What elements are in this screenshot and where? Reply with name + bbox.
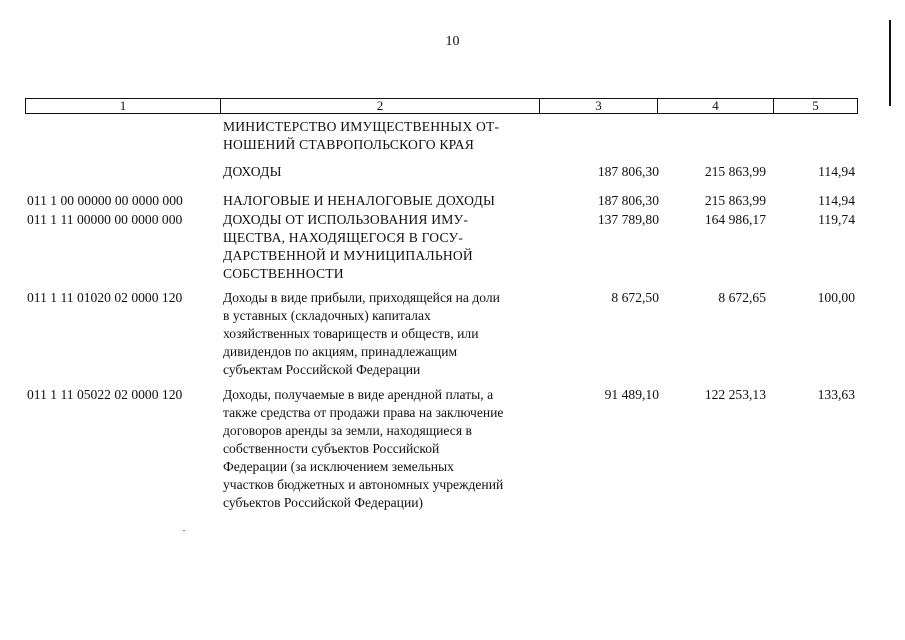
column-header-5: 5 bbox=[773, 99, 857, 113]
column-header-4: 4 bbox=[657, 99, 773, 113]
row-name-line: ДАРСТВЕННОЙ И МУНИЦИПАЛЬНОЙ bbox=[223, 248, 473, 263]
value-col-5: 100,00 bbox=[817, 290, 855, 305]
value-col-4: 164 986,17 bbox=[704, 212, 766, 227]
value-col-4: 122 253,13 bbox=[704, 387, 766, 402]
column-header-1: 1 bbox=[119, 98, 127, 113]
row-name-line: НАЛОГОВЫЕ И НЕНАЛОГОВЫЕ ДОХОДЫ bbox=[223, 193, 496, 208]
value-col-4: 8 672,65 bbox=[718, 290, 766, 305]
budget-code: 011 1 11 05022 02 0000 120 bbox=[27, 387, 183, 402]
value-col-3: 91 489,10 bbox=[604, 387, 659, 402]
value-col-4: 215 863,99 bbox=[704, 193, 766, 208]
value-col-3: 137 789,80 bbox=[597, 212, 659, 227]
value-col-3: 187 806,30 bbox=[597, 193, 659, 208]
margin-line bbox=[889, 20, 891, 106]
row-name-line: хозяйственных товариществ и обществ, или bbox=[223, 326, 479, 341]
value-col-3: 187 806,30 bbox=[597, 164, 659, 179]
value-col-5: 114,94 bbox=[818, 193, 855, 208]
page-number: 10 bbox=[445, 34, 460, 49]
budget-code: 011 1 00 00000 00 0000 000 bbox=[27, 193, 183, 208]
column-header-2: 2 bbox=[220, 99, 539, 113]
row-name-line: субъектов Российской Федерации) bbox=[223, 495, 424, 510]
row-name-line: ДОХОДЫ ОТ ИСПОЛЬЗОВАНИЯ ИМУ- bbox=[223, 212, 469, 227]
row-name-line: договоров аренды за земли, находящиеся в bbox=[223, 423, 472, 438]
value-col-5: 119,74 bbox=[818, 212, 855, 227]
scan-speck bbox=[183, 530, 185, 531]
row-name-line: ЩЕСТВА, НАХОДЯЩЕГОСЯ В ГОСУ- bbox=[223, 230, 464, 245]
column-header-row bbox=[25, 98, 858, 114]
column-header-3: 3 bbox=[539, 99, 657, 113]
ministry-title-line: НОШЕНИЙ СТАВРОПОЛЬСКОГО КРАЯ bbox=[223, 137, 474, 152]
row-name-line: в уставных (складочных) капиталах bbox=[223, 308, 431, 323]
row-name-line: дивидендов по акциям, принадлежащим bbox=[223, 344, 458, 359]
row-name-line: участков бюджетных и автономных учреждений bbox=[223, 477, 504, 492]
row-name-line: Доходы, получаемые в виде арендной платы, а bbox=[223, 387, 494, 402]
budget-code: 011 1 11 00000 00 0000 000 bbox=[27, 212, 183, 227]
row-name-line: также средства от продажи права на заключение bbox=[223, 405, 504, 420]
value-col-4: 215 863,99 bbox=[704, 164, 766, 179]
row-name-line: Доходы в виде прибыли, приходящейся на доли bbox=[223, 290, 500, 305]
budget-code: 011 1 11 01020 02 0000 120 bbox=[27, 290, 183, 305]
row-name-line: субъектам Российской Федерации bbox=[223, 362, 421, 377]
row-name-line: СОБСТВЕННОСТИ bbox=[223, 266, 344, 281]
row-name-line: собственности субъектов Российской bbox=[223, 441, 440, 456]
value-col-5: 133,63 bbox=[817, 387, 855, 402]
value-col-5: 114,94 bbox=[818, 164, 855, 179]
row-name-line: Федерации (за исключением земельных bbox=[223, 459, 454, 474]
value-col-3: 8 672,50 bbox=[611, 290, 659, 305]
ministry-title-line: МИНИСТЕРСТВО ИМУЩЕСТВЕННЫХ ОТ- bbox=[223, 119, 500, 134]
row-name-line: ДОХОДЫ bbox=[223, 164, 282, 179]
